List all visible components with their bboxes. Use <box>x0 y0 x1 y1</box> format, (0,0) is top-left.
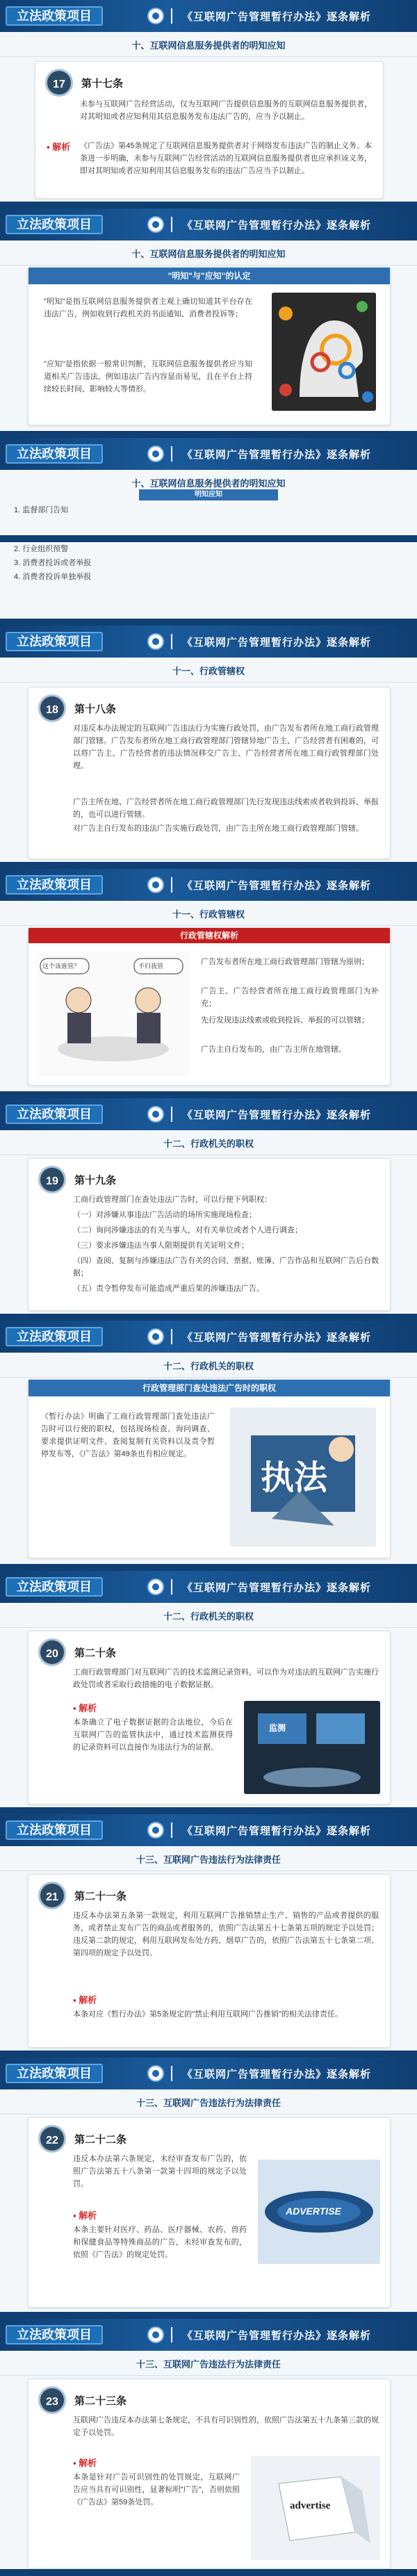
box-title: "明知"与"应知"的认定 <box>28 268 390 284</box>
logo-icon <box>147 2326 164 2343</box>
divider <box>171 634 172 649</box>
speech-bubble-right: 不归我管 <box>138 963 164 970</box>
section-tag: 立法政策项目 <box>6 632 103 651</box>
article-card <box>28 687 391 859</box>
slide-footer <box>0 2312 417 2319</box>
analysis-body: 本条对应《暂行办法》第5条规定的"禁止利用互联网广告推销"的相关法律责任。 <box>73 2010 343 2019</box>
slide-title: 《互联网广告管理暂行办法》逐条解析 <box>182 1825 372 1837</box>
divider <box>171 1329 172 1344</box>
article-number-badge: 21 <box>38 1882 66 1909</box>
article-heading: 第二十一条 <box>74 1891 127 1902</box>
article-body-2: 广告主所在地、广告经营者所在地工商行政管理部门先行发现违法线索或者收到投诉、举报的，也可以进行管辖。 <box>73 798 379 819</box>
divider <box>171 1107 172 1122</box>
advertise-illustration <box>258 2160 380 2264</box>
subtitle: 十、互联网信息服务提供者的明知应知 <box>131 478 286 489</box>
slide-17-analysis <box>0 209 417 438</box>
article-card <box>28 2379 391 2569</box>
subtitle: 十二、行政机关的职权 <box>0 1130 417 1155</box>
article-body-3: 对广告主自行发布的违法广告实施行政处罚，由广告主所在地工商行政管理部门管辖。 <box>73 824 363 833</box>
list-item: 3. 消费者投诉或者举报 <box>14 559 92 567</box>
slide-banner <box>0 1098 417 1130</box>
subtitle: 十、互联网信息服务提供者的明知应知 <box>0 32 417 57</box>
analysis-body: 《暂行办法》明确了工商行政管理部门查处违法广告时可以行使的职权，包括现场检查、询问调查、要求提供证明文件、查阅复制有关资料以及责令暂停发布等，《广告法》第49条也有相应规定。 <box>41 1412 215 1458</box>
subtitle: 十二、行政机关的职权 <box>0 1603 417 1628</box>
article-heading: 第十八条 <box>74 703 117 715</box>
article-number-badge: 17 <box>45 69 73 97</box>
analysis-label-text: 解析 <box>52 142 71 152</box>
logo-icon <box>147 1328 164 1345</box>
article-number-badge: 22 <box>38 2125 66 2153</box>
slide-22 <box>0 2057 417 2319</box>
article-body: 工商行政管理部门在查处违法广告时，可以行使下列职权： <box>73 1196 272 1204</box>
logo-icon <box>147 2065 164 2082</box>
slide-footer <box>0 619 417 626</box>
slide-banner <box>0 2057 417 2089</box>
screen-text: advertise <box>290 2500 331 2511</box>
article-number-badge: 20 <box>38 1638 66 1666</box>
divider <box>171 877 172 892</box>
logo-icon <box>147 8 164 24</box>
section-tag: 立法政策项目 <box>6 2064 103 2083</box>
slide-title: 《互联网广告管理暂行办法》逐条解析 <box>182 220 372 231</box>
item-5: （五）责令暂停发布可能造成严重后果的涉嫌违法广告。 <box>73 1285 264 1293</box>
article-card <box>28 2117 391 2308</box>
box-title: 行政管理部门查处违法广告时的职权 <box>28 1380 390 1396</box>
divider <box>171 8 172 24</box>
subtitle: 十三、互联网广告违法行为法律责任 <box>0 1846 417 1871</box>
slide-23 <box>0 2319 417 2576</box>
slide-footer <box>0 1564 417 1571</box>
article-body: 违反本办法第五条第一款规定，利用互联网广告推销禁止生产、销售的产品或者提供的服务，或者禁止发布广告的商品或者服务的，依照广告法第五十七条第五项的规定予以处罚；违反第二款的规定，利用互联网发布处方药、烟草广告的，依照广告法第五十七条第二项、第四项的规定予以处罚。 <box>73 1911 379 1957</box>
logo-icon <box>147 877 164 893</box>
slide-banner <box>0 1571 417 1603</box>
article-body: 违反本办法第六条规定，未经审查发布广告的，依照广告法第五十八条第一款第十四项的规定予以处罚。 <box>73 2155 247 2188</box>
slide-21 <box>0 1814 417 2057</box>
section-tag: 立法政策项目 <box>6 6 103 26</box>
slide-footer <box>0 1314 417 1321</box>
analysis-card <box>28 267 391 425</box>
article-body: 未参与互联网广告经营活动，仅为互联网广告提供信息服务的互联网信息服务提供者，对其明知或者应知利用其信息服务发布违法广告的，应当予以制止。 <box>80 100 372 121</box>
section-tag: 立法政策项目 <box>6 444 103 464</box>
section-tag: 立法政策项目 <box>6 1327 103 1346</box>
article-card <box>28 1874 391 2048</box>
item-4: 广告主自行发布的，由广告主所在地管辖。 <box>201 1045 346 1054</box>
divider <box>171 217 172 232</box>
list-item: 2. 行业组织预警 <box>14 545 69 553</box>
slide-footer <box>0 2569 417 2576</box>
logo-icon <box>147 633 164 650</box>
list-item: 1. 监督部门告知 <box>14 506 69 514</box>
slide-footer <box>0 2051 417 2057</box>
slide-known-list-cont <box>0 542 417 626</box>
slide-banner <box>0 209 417 241</box>
speech-bubble-left: 这个该谁管？ <box>42 963 81 970</box>
article-number-badge: 23 <box>38 2386 66 2414</box>
slide-footer <box>0 862 417 869</box>
section-tag: 立法政策项目 <box>6 1104 103 1124</box>
known-list-cont <box>14 542 403 584</box>
analysis-label: ▪ 解析 <box>47 142 71 152</box>
article-heading: 第二十三条 <box>74 2395 127 2407</box>
logo-icon <box>147 446 164 462</box>
divider <box>171 1579 172 1595</box>
item-2: 广告主、广告经营者所在地工商行政管理部门为补充； <box>201 987 379 1008</box>
slide-19-analysis <box>0 1321 417 1571</box>
article-heading: 第二十二条 <box>74 2134 127 2146</box>
slide-title: 《互联网广告管理暂行办法》逐条解析 <box>182 11 372 23</box>
item-3: 先行发现违法线索或收到投诉、举报的可以管辖； <box>201 1016 369 1025</box>
article-heading: 第十九条 <box>74 1175 117 1187</box>
head-gears-illustration <box>272 293 376 411</box>
screen-text: ADVERTISE <box>286 2206 341 2217</box>
slide-title: 《互联网广告管理暂行办法》逐条解析 <box>182 1332 372 1344</box>
divider <box>171 1823 172 1838</box>
box-title: 明知应知 <box>139 489 278 500</box>
slide-title: 《互联网广告管理暂行办法》逐条解析 <box>182 1582 372 1594</box>
analysis-label: ▪ 解析 <box>73 2210 97 2221</box>
item-1: （一）对涉嫌从事违法广告活动的场所实施现场检查； <box>73 1211 256 1219</box>
advertise-cube-illustration <box>251 2456 380 2560</box>
slide-banner <box>0 1814 417 1846</box>
slide-18 <box>0 626 417 869</box>
analysis-card <box>28 927 391 1086</box>
analysis-body: 本条确立了电子数据证据的合法地位，今后在互联网广告的监管执法中，通过技术监测获得的记录资料可以直接作为违法行为的证据。 <box>73 1718 233 1752</box>
officials-illustration <box>37 952 190 1077</box>
article-number-badge: 19 <box>38 1166 66 1193</box>
item-2: （二）询问涉嫌违法的有关当事人，对有关单位或者个人进行调查； <box>73 1226 302 1234</box>
subtitle: 十、互联网信息服务提供者的明知应知 <box>0 241 417 266</box>
article-card <box>28 1631 391 1804</box>
box-title: 行政管辖权解析 <box>28 928 390 943</box>
logo-icon <box>147 216 164 233</box>
screen-text: 监测 <box>269 1723 286 1733</box>
slide-banner <box>0 1321 417 1353</box>
slide-banner <box>0 2319 417 2351</box>
slide-title: 《互联网广告管理暂行办法》逐条解析 <box>182 637 372 649</box>
slide-17 <box>0 0 417 209</box>
subtitle: 十二、行政机关的职权 <box>0 1353 417 1378</box>
item-2: "应知"是指依据一般常识判断，互联网信息服务提供者应当知道相关广告违法，例如违法广告内容显而易见，且在平台上持续较长时间、影响较大等情形。 <box>44 360 252 393</box>
section-tag: 立法政策项目 <box>6 215 103 234</box>
article-heading: 第二十条 <box>74 1647 117 1659</box>
slide-title: 《互联网广告管理暂行办法》逐条解析 <box>182 2069 372 2080</box>
article-number-badge: 18 <box>38 694 66 722</box>
slide-title: 《互联网广告管理暂行办法》逐条解析 <box>182 2330 372 2342</box>
analysis-card <box>28 1379 391 1558</box>
subtitle: 十一、行政管辖权 <box>0 658 417 683</box>
slide-19 <box>0 1098 417 1321</box>
monitoring-illustration <box>244 1701 380 1794</box>
slide-footer <box>0 535 417 542</box>
analysis-label: ▪ 解析 <box>73 1995 97 2005</box>
item-4: （四）查阅、复制与涉嫌违法广告有关的合同、票据、账簿、广告作品和互联网广告后台数据； <box>73 1257 379 1278</box>
article-card <box>35 61 384 199</box>
analysis-body: 《广告法》第45条规定了互联网信息服务提供者对于网络发布违法广告的制止义务。本条进一步明确，未参与互联网广告经营活动的互联网信息服务提供者也应承担该义务，即对其明知或者应知利用其信息服务发布的违法广告应当予以制止。 <box>80 142 372 175</box>
slide-18-analysis <box>0 869 417 1098</box>
slide-title: 《互联网广告管理暂行办法》逐条解析 <box>182 1109 372 1121</box>
slide-footer <box>0 1091 417 1098</box>
subtitle: 十三、互联网广告违法行为法律责任 <box>0 2089 417 2114</box>
item-1: 广告发布者所在地工商行政管理部门管辖为原则； <box>201 958 369 966</box>
slide-banner <box>0 869 417 901</box>
article-body: 工商行政管理部门对互联网广告的技术监测记录资料，可以作为对违法的互联网广告实施行政处罚或者采取行政措施的电子数据证据。 <box>73 1668 379 1689</box>
divider <box>171 2066 172 2081</box>
logo-icon <box>147 1822 164 1839</box>
article-card <box>28 1158 391 1311</box>
slide-banner <box>0 0 417 32</box>
analysis-label: ▪ 解析 <box>73 2458 97 2468</box>
item-3: （三）要求涉嫌违法当事人限期提供有关证明文件； <box>73 1241 249 1250</box>
slide-footer <box>0 431 417 438</box>
known-list <box>14 503 403 517</box>
divider <box>171 446 172 462</box>
section-tag: 立法政策项目 <box>6 1820 103 1840</box>
subtitle: 十三、互联网广告违法行为法律责任 <box>0 2351 417 2376</box>
law-art-text: 执法 <box>261 1460 328 1497</box>
item-1: "明知"是指互联网信息服务提供者主观上确切知道其平台存在违法广告，例如收到行政机关的书面通知、消费者投诉等； <box>44 297 252 318</box>
subtitle: 十一、行政管辖权 <box>0 901 417 926</box>
list-item: 4. 消费者投诉单独举报 <box>14 573 92 581</box>
logo-icon <box>147 1106 164 1123</box>
section-tag: 立法政策项目 <box>6 875 103 895</box>
slide-footer <box>0 1807 417 1814</box>
section-tag: 立法政策项目 <box>6 1577 103 1597</box>
divider <box>171 2327 172 2342</box>
article-body-1: 对违反本办法规定的互联网广告违法行为实施行政处罚，由广告发布者所在地工商行政管理部门管辖。广告发布者所在地工商行政管理部门管辖异地广告主、广告经营者有困难的，可以将广告主、广告经营者的违法情况移交广告主、广告经营者所在地工商行政管理部门处理。 <box>73 724 379 770</box>
analysis-body: 本条是针对广告可识别性的处罚规定，互联网广告应当具有可识别性，显著标明"广告"，否则依照《广告法》第59条处罚。 <box>73 2473 240 2506</box>
analysis-body: 本条主要针对医疗、药品、医疗器械、农药、兽药和保健食品等特殊商品的广告，未经审查发布的，依照《广告法》的规定处罚。 <box>73 2226 247 2259</box>
slide-title: 《互联网广告管理暂行办法》逐条解析 <box>182 880 372 892</box>
slide-banner <box>0 438 417 470</box>
slide-banner <box>0 626 417 658</box>
analysis-label: ▪ 解析 <box>73 1703 97 1713</box>
article-body: 互联网广告违反本办法第七条规定，不具有可识别性的，依照广告法第五十九条第三款的规定予以处罚。 <box>73 2416 379 2437</box>
slide-title: 《互联网广告管理暂行办法》逐条解析 <box>182 449 372 461</box>
section-tag: 立法政策项目 <box>6 2325 103 2345</box>
slide-20 <box>0 1571 417 1814</box>
slide-footer <box>0 202 417 209</box>
law-enforcement-illustration <box>230 1408 376 1547</box>
logo-icon <box>147 1579 164 1595</box>
article-heading: 第十七条 <box>81 78 124 90</box>
slide-known-list <box>0 438 417 542</box>
